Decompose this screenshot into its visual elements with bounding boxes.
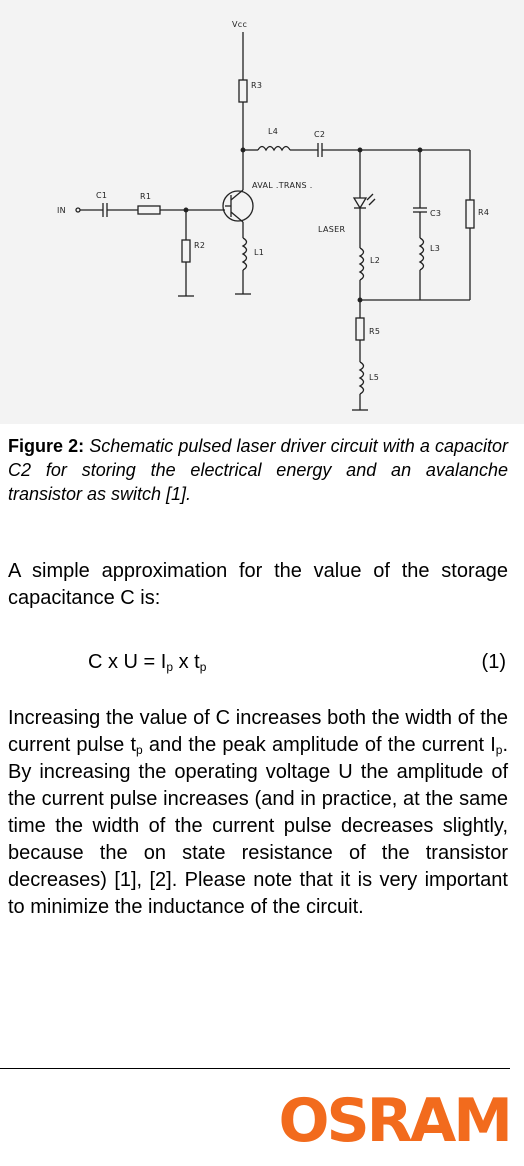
figure-label: Figure 2: xyxy=(8,436,85,456)
inductor-l3 xyxy=(420,238,424,270)
label-l3: L3 xyxy=(430,244,441,253)
footer-divider xyxy=(0,1068,510,1069)
inductor-l5 xyxy=(360,362,364,394)
paragraph-body-part1: Increasing the value of C increases both the width of the current pulse t xyxy=(8,707,508,756)
inductor-l1 xyxy=(243,238,247,270)
equation-expression xyxy=(88,648,206,681)
resistor-r2 xyxy=(182,240,190,262)
inductor-l4 xyxy=(258,147,290,151)
label-l2: L2 xyxy=(370,256,381,265)
equation-number: (1) xyxy=(481,651,506,673)
label-l1: L1 xyxy=(254,248,265,257)
paragraph-body-part3: . By increasing the operating voltage U the amplitude of the current pulse increases (and in practice, at the same time the width of the current pulse decreases slightly, because the on state resistance of the transistor decreases) [1], [2]. Please note that it is very important to minimize the inductance of the circuit. xyxy=(8,734,508,918)
figure-caption xyxy=(8,434,508,506)
osram-logo: OSRAM xyxy=(278,1086,510,1156)
label-in: IN xyxy=(57,206,66,215)
paragraph-body-part2: and the peak amplitude of the current I xyxy=(142,734,496,756)
paragraph-body-subscript-2: p xyxy=(495,743,503,757)
schematic-figure xyxy=(0,0,524,424)
label-c2: C2 xyxy=(314,130,326,139)
laser-diode xyxy=(354,198,366,208)
resistor-r1 xyxy=(138,206,160,214)
equation-subscript-2: p xyxy=(199,660,207,674)
circuit-diagram xyxy=(0,0,524,424)
equation-lhs: C x U = I xyxy=(88,651,167,673)
label-r4: R4 xyxy=(478,208,490,217)
equation-mid: x t xyxy=(173,651,200,673)
equation-subscript-1: p xyxy=(166,660,174,674)
label-r1: R1 xyxy=(140,192,152,201)
inductor-l2 xyxy=(360,248,364,280)
equation-1 xyxy=(8,648,508,676)
label-c1: C1 xyxy=(96,191,108,200)
label-aval-trans: AVAL .TRANS . xyxy=(252,181,313,190)
label-vcc: Vcc xyxy=(232,20,248,29)
label-l5: L5 xyxy=(369,373,380,382)
label-c3: C3 xyxy=(430,209,442,218)
label-r3: R3 xyxy=(251,81,263,90)
paragraph-intro: A simple approximation for the value of the storage capacitance C is: xyxy=(8,560,508,609)
figure-caption-text: Schematic pulsed laser driver circuit with a capacitor C2 for storing the electrical energy and an avalanche transistor as switch [1]. xyxy=(8,436,508,504)
paragraph-body-subscript-1: p xyxy=(136,743,143,757)
label-r5: R5 xyxy=(369,327,381,336)
resistor-r5 xyxy=(356,318,364,340)
paragraph-body xyxy=(8,705,508,921)
label-r2: R2 xyxy=(194,241,206,250)
resistor-r4 xyxy=(466,200,474,228)
label-l4: L4 xyxy=(268,127,279,136)
label-laser: LASER xyxy=(318,225,346,234)
resistor-r3 xyxy=(239,80,247,102)
